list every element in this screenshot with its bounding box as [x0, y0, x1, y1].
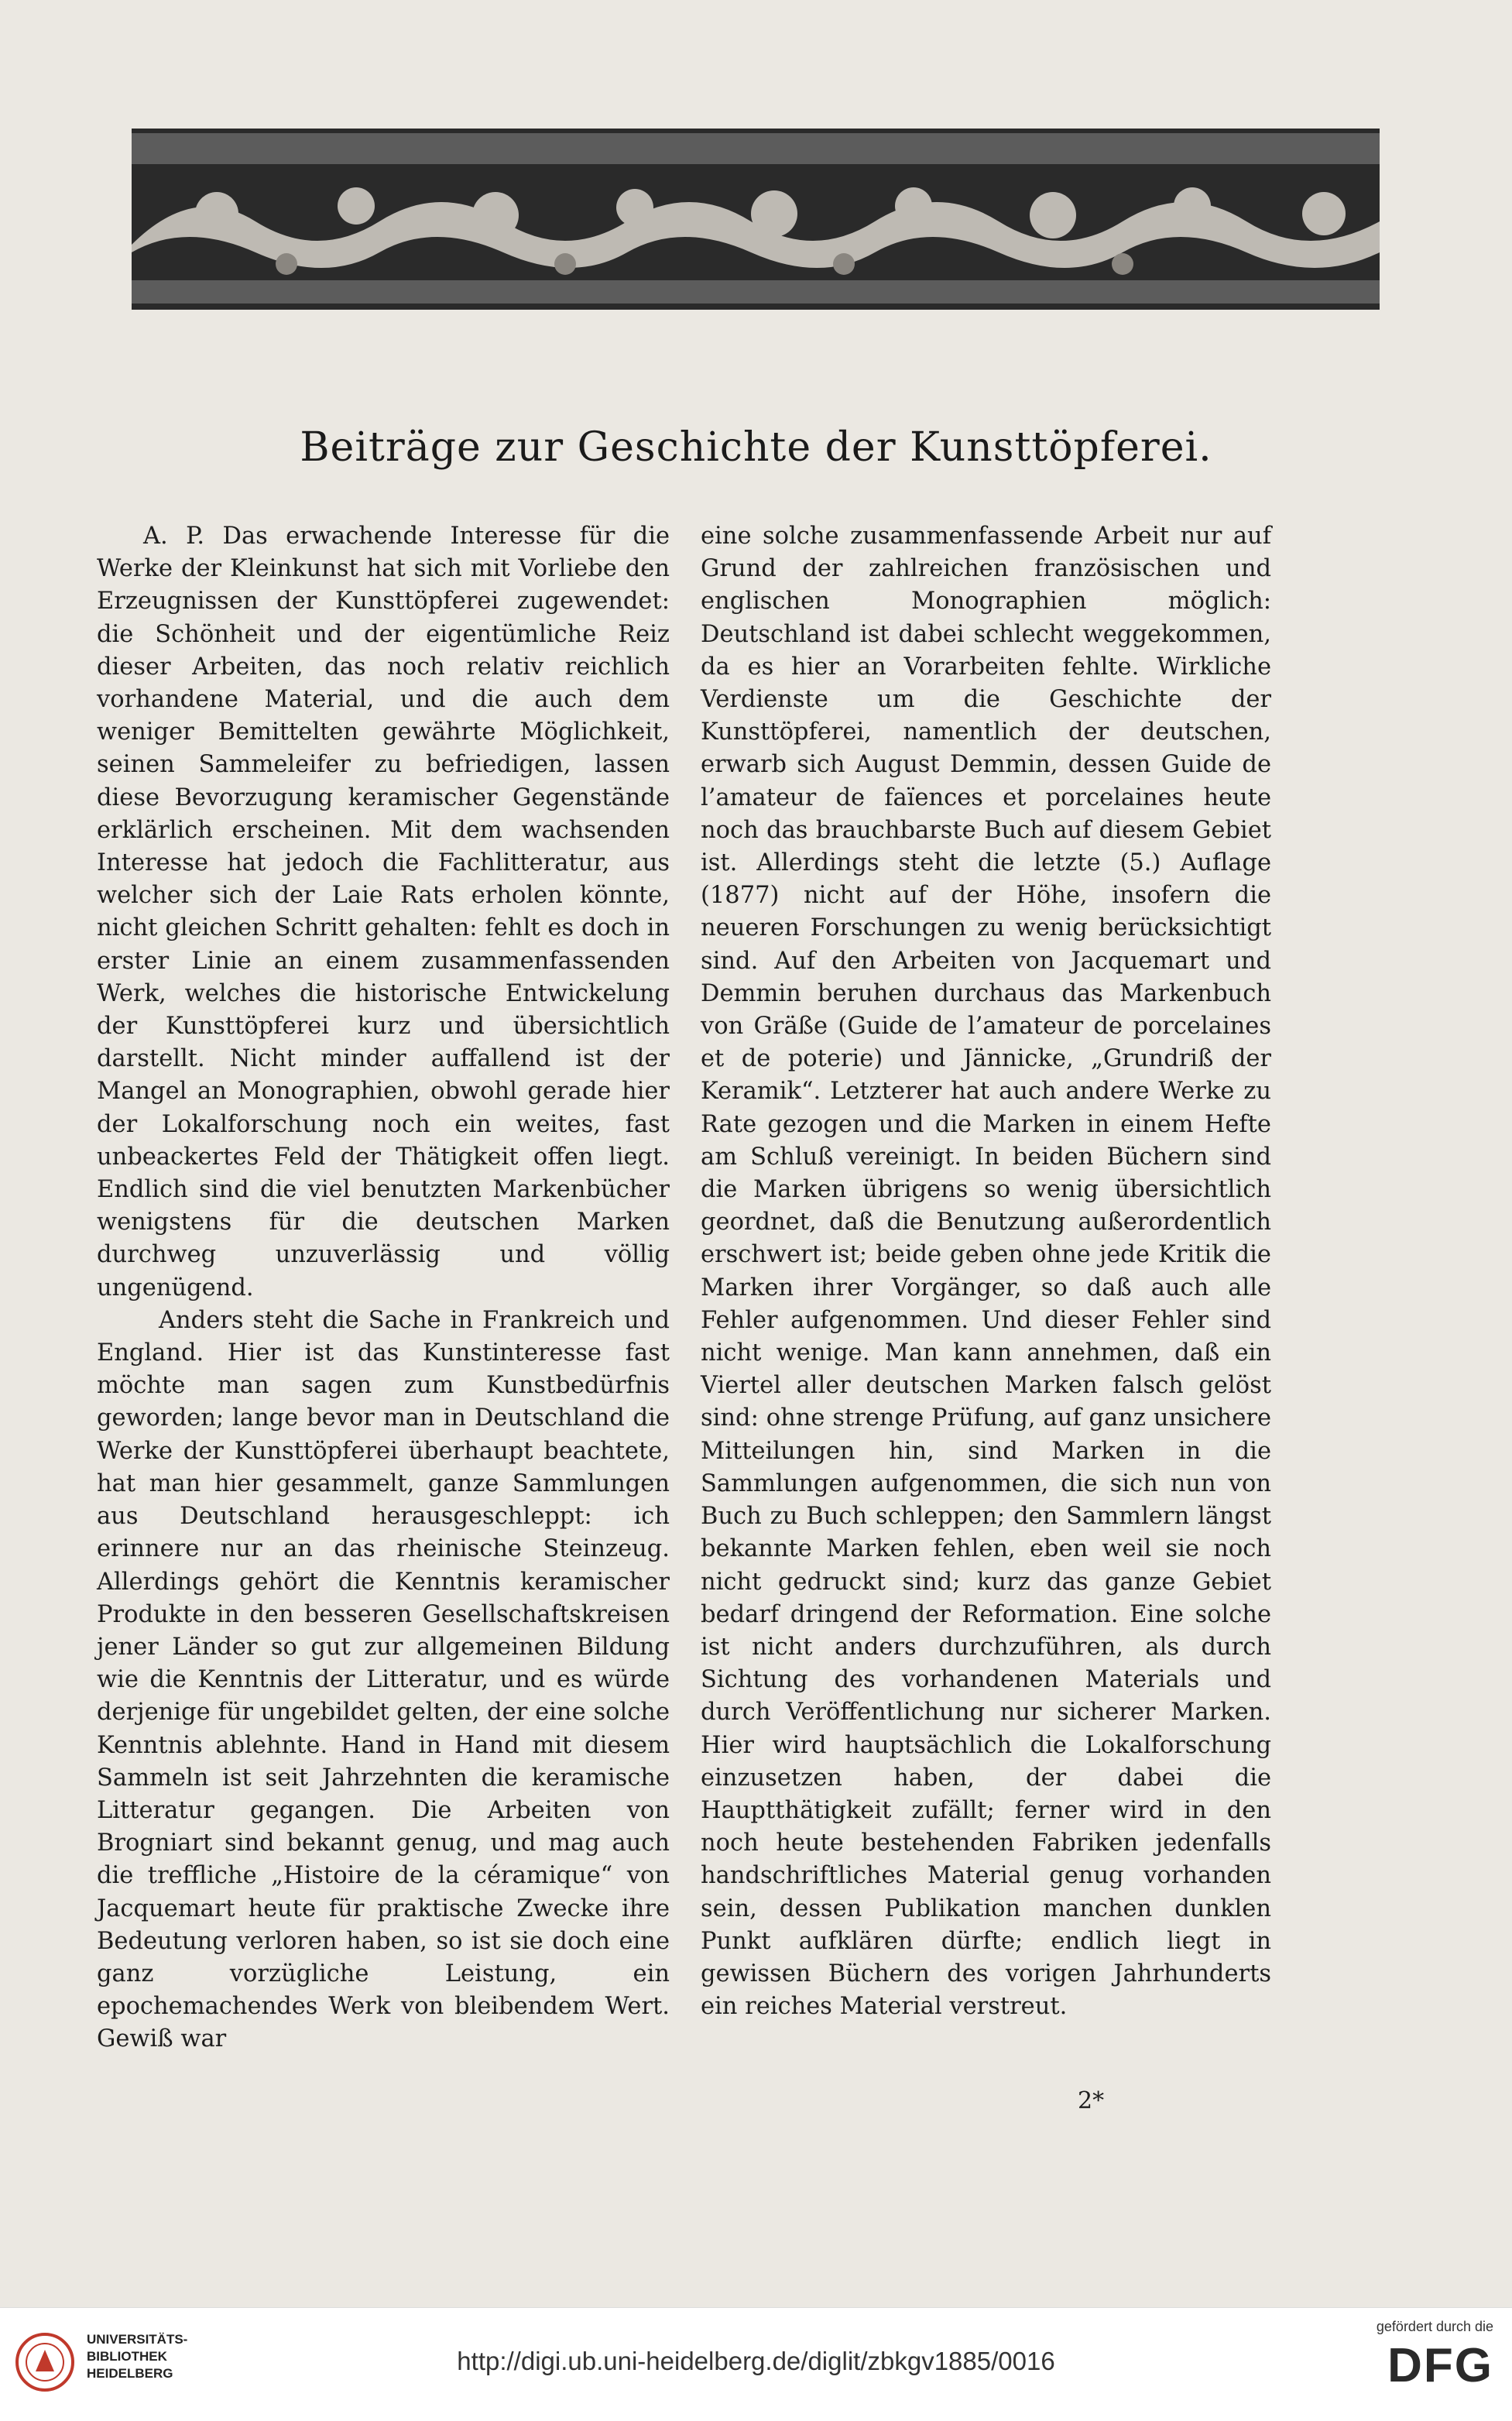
permalink-url[interactable]: http://digi.ub.uni-heidelberg.de/diglit/zbkgv1885/0016 — [457, 2347, 1055, 2375]
page-signature: 2* — [1078, 2087, 1105, 2114]
paragraph: Anders steht die Sache in Frankreich und England. Hier ist das Kunstinteresse fast möchte man sagen zum Kunstbedürfnis geworden; lange bevor man in Deutschland die Werke der Kunsttöpferei überhaupt beachtete, hat man hier gesammelt, ganze Sammlungen aus Deutschland herausgeschleppt: ich erinnere nur an das rheinische Steinzeug. Allerdings gehört die Kenntnis keramischer Produkte in den besseren Gesellschaftskreisen jener Länder so gut zur allgemeinen Bildung wie die Kenntnis der Litteratur, und es würde derjenige für ungebildet gelten, der eine solche Kenntnis ablehnte. Hand in Hand mit diesem Sammeln ist seit Jahrzehnten die keramische Litteratur gegangen. Die Arbeiten von Brogniart sind bekannt genug, und mag auch die treffliche „Histoire de la céramique“ von Jacquemart heute für praktische Zwecke ihre Bedeutung verloren haben, so ist sie doch eine ganz vorzügliche Leistung, ein epochemachendes Werk von bleibendem Wert. Gewiß war — [97, 1306, 670, 2053]
left-column — [97, 520, 670, 2056]
right-column — [701, 520, 1271, 2023]
library-name: UNIVERSITÄTS- BIBLIOTHEK HEIDELBERG — [87, 2332, 188, 2381]
viewer-footer — [0, 2307, 1512, 2421]
decorative-header-ornament — [132, 129, 1380, 310]
dfg-logo: DFG — [1387, 2339, 1493, 2392]
funder-label: gefördert durch die — [1376, 2319, 1493, 2334]
funder-logo — [1377, 2319, 1493, 2393]
paragraph: eine solche zusammenfassende Arbeit nur auf Grund der zahlreichen französischen und englischen Monographien möglich: Deutschland ist dabei schlecht weggekommen, da es hier an Vorarbeiten fehlte. Wirkliche Verdienste um die Geschichte der Kunsttöpferei, namentlich der deutschen, erwarb sich August Demmin, dessen Guide de l’amateur de faïences et porcelaines heute noch das brauchbarste Buch auf diesem Gebiet ist. Allerdings steht die letzte (5.) Auflage (1877) nicht auf der Höhe, insofern die neueren Forschungen zu wenig berücksichtigt sind. Auf den Arbeiten von Jacquemart und Demmin beruhen durchaus das Markenbuch von Gräße (Guide de l’amateur de porcelaines et de poterie) und Jännicke, „Grundriß der Keramik“. Letzterer hat auch andere Werke zu Rate gezogen und die Marken in einem Hefte am Schluß vereinigt. In beiden Büchern sind die Marken übrigens so wenig übersichtlich geordnet, daß die Benutzung außerordentlich erschwert ist; beide geben ohne jede Kritik die Marken ihrer Vorgänger, so daß auch alle Fehler aufgenommen. Und dieser Fehler sind nicht wenige. Man kann annehmen, daß ein Viertel aller deutschen Marken falsch gelöst sind: ohne strenge Prüfung, auf ganz unsichere Mitteilungen hin, sind Marken in die Sammlungen aufgenommen, die sich nun von Buch zu Buch schleppen; den Sammlern längst bekannte Marken fehlen, eben weil sie noch nicht gedruckt sind; kurz das ganze Gebiet bedarf dringend der Reformation. Eine solche ist nicht anders durchzuführen, als durch Sichtung des vorhandenen Materials und durch Veröffentlichung nur sicherer Marken. Hier wird hauptsächlich die Lokalforschung einzusetzen haben, der dabei die Hauptthätigkeit zufällt; ferner wird in den noch heute bestehenden Fabriken jedenfalls handschriftliches Material genug vorhanden sein, dessen Publikation manchen dunklen Punkt aufklären dürfte; endlich liegt in gewissen Büchern des vorigen Jahrhunderts ein reiches Material verstreut. — [701, 523, 1271, 2021]
article-title: Beiträge zur Geschichte der Kunsttöpferei. — [300, 424, 1212, 471]
paragraph: A. P. Das erwachende Interesse für die Werke der Kleinkunst hat sich mit Vorliebe den Erzeugnissen der Kunsttöpferei zugewendet: die Schönheit und der eigentümliche Reiz dieser Arbeiten, das noch relativ reichlich vorhandene Material, und die auch dem weniger Bemittelten gewährte Möglichkeit, seinen Sammeleifer zu befriedigen, lassen diese Bevorzugung keramischer Gegenstände erklärlich erscheinen. Mit dem wachsenden Interesse hat jedoch die Fachlitteratur, aus welcher sich der Laie Rats erholen könnte, nicht gleichen Schritt gehalten: fehlt es doch in erster Linie an einem zusammenfassenden Werk, welches die historische Entwickelung der Kunsttöpferei kurz und übersichtlich darstellt. Nicht minder auffallend ist der Mangel an Monographien, obwohl gerade hier der Lokalforschung noch ein weites, fast unbeackertes Feld der Thätigkeit offen liegt. Endlich sind die viel benutzten Markenbücher wenigstens für die deutschen Marken durchweg unzuverlässig und völlig ungenügend. — [97, 523, 670, 1301]
